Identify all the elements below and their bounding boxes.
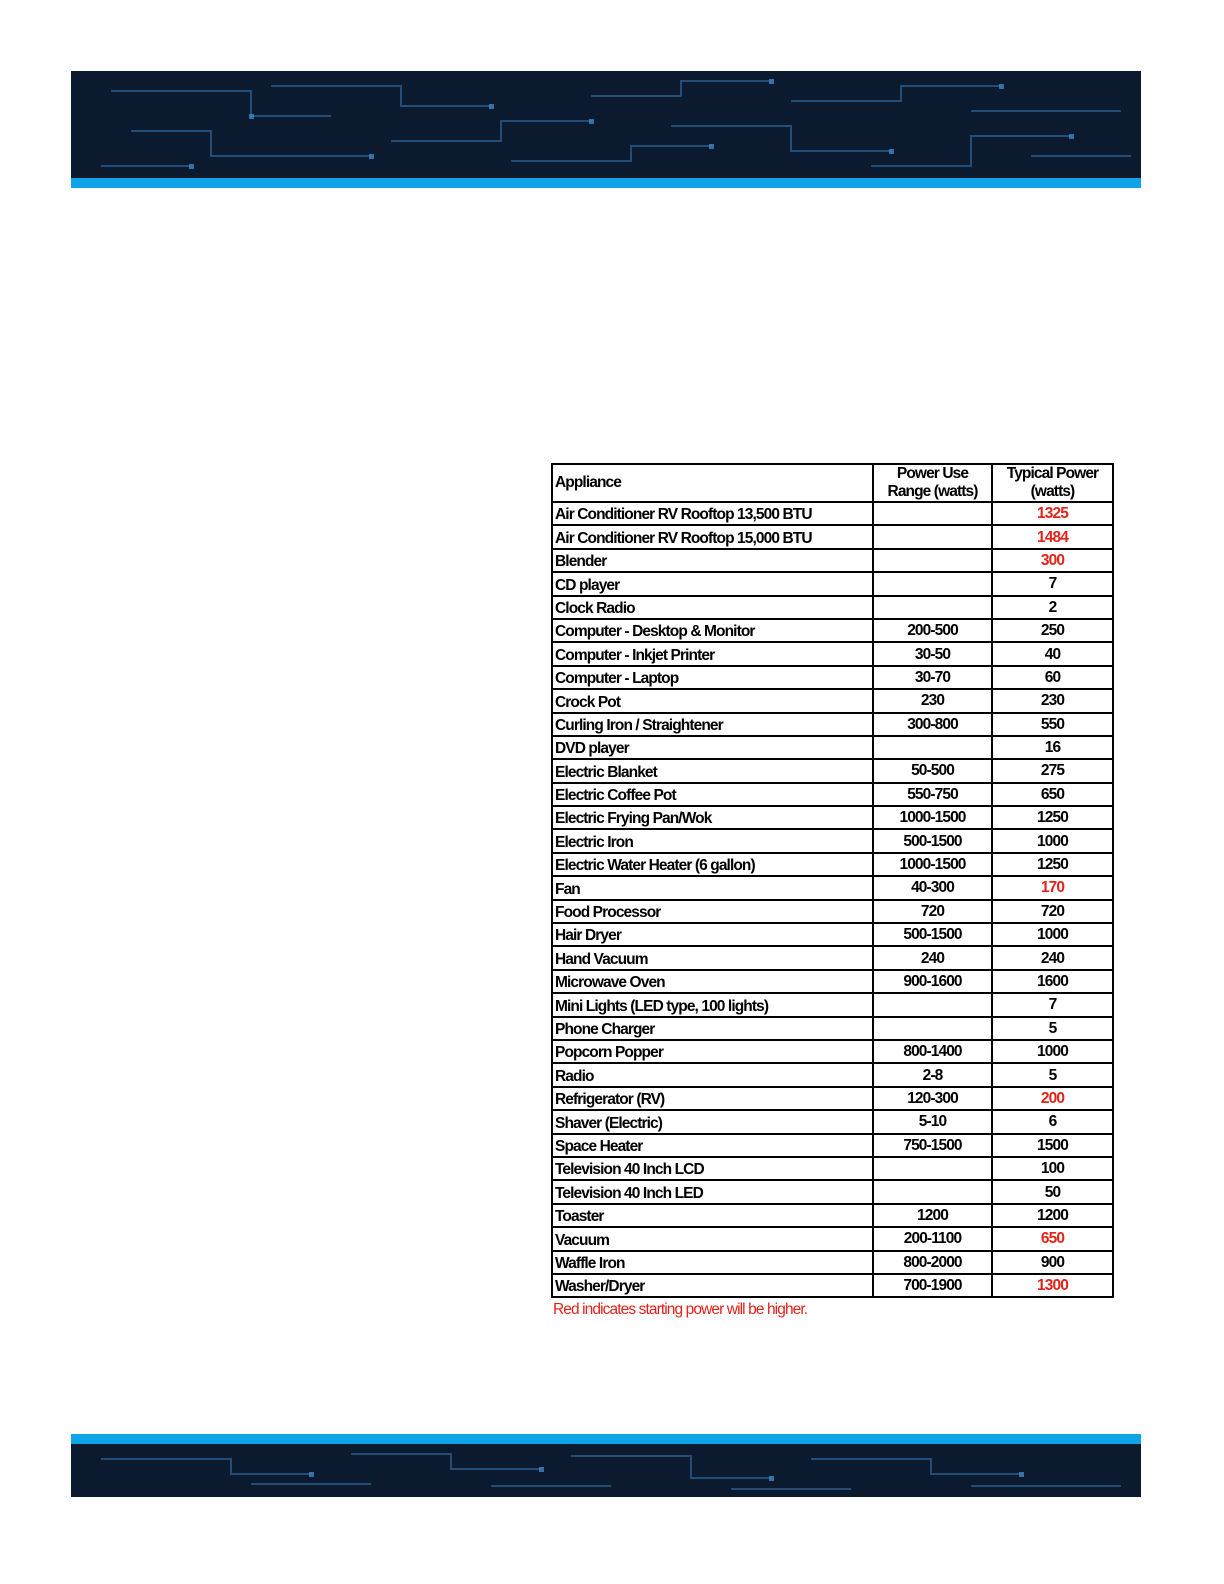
typical-power-cell: 1325 xyxy=(992,502,1113,525)
power-range-cell: 1000-1500 xyxy=(873,853,992,876)
appliance-name-cell: Air Conditioner RV Rooftop 13,500 BTU xyxy=(552,502,873,525)
typical-power-cell: 5 xyxy=(992,1017,1113,1040)
table-row xyxy=(552,946,1113,969)
appliance-name-cell: Television 40 Inch LED xyxy=(552,1180,873,1203)
table-row xyxy=(552,900,1113,923)
appliance-name-cell: Phone Charger xyxy=(552,1017,873,1040)
power-range-cell: 800-2000 xyxy=(873,1251,992,1274)
typical-power-cell: 6 xyxy=(992,1110,1113,1133)
power-range-cell xyxy=(873,572,992,595)
table-row xyxy=(552,619,1113,642)
header-typical-power: Typical Power (watts) xyxy=(992,464,1113,502)
typical-power-cell: 1250 xyxy=(992,806,1113,829)
appliance-name-cell: Space Heater xyxy=(552,1134,873,1157)
typical-power-cell: 1600 xyxy=(992,970,1113,993)
table-row xyxy=(552,970,1113,993)
table-row xyxy=(552,1110,1113,1133)
appliance-name-cell: Washer/Dryer xyxy=(552,1274,873,1297)
appliance-name-cell: Toaster xyxy=(552,1204,873,1227)
appliance-power-table-section xyxy=(551,463,1113,1319)
appliance-name-cell: Electric Water Heater (6 gallon) xyxy=(552,853,873,876)
power-range-cell: 2-8 xyxy=(873,1063,992,1086)
table-row xyxy=(552,783,1113,806)
power-range-cell: 240 xyxy=(873,946,992,969)
typical-power-cell: 16 xyxy=(992,736,1113,759)
table-row xyxy=(552,596,1113,619)
appliance-name-cell: Hand Vacuum xyxy=(552,946,873,969)
table-row xyxy=(552,759,1113,782)
power-range-cell: 720 xyxy=(873,900,992,923)
typical-power-cell: 170 xyxy=(992,876,1113,899)
power-range-cell: 700-1900 xyxy=(873,1274,992,1297)
typical-power-cell: 7 xyxy=(992,993,1113,1016)
typical-power-cell: 1250 xyxy=(992,853,1113,876)
power-range-cell: 1000-1500 xyxy=(873,806,992,829)
table-row xyxy=(552,642,1113,665)
typical-power-cell: 720 xyxy=(992,900,1113,923)
typical-power-cell: 900 xyxy=(992,1251,1113,1274)
typical-power-cell: 60 xyxy=(992,666,1113,689)
appliance-name-cell: Crock Pot xyxy=(552,689,873,712)
appliance-power-table xyxy=(551,463,1114,1298)
table-header-row xyxy=(552,464,1113,502)
table-row xyxy=(552,1180,1113,1203)
appliance-name-cell: CD player xyxy=(552,572,873,595)
appliance-name-cell: Microwave Oven xyxy=(552,970,873,993)
power-range-cell xyxy=(873,596,992,619)
table-row xyxy=(552,689,1113,712)
typical-power-cell: 40 xyxy=(992,642,1113,665)
appliance-name-cell: Electric Blanket xyxy=(552,759,873,782)
circuit-board-pattern xyxy=(71,71,1141,178)
power-range-cell xyxy=(873,502,992,525)
appliance-name-cell: Hair Dryer xyxy=(552,923,873,946)
typical-power-cell: 300 xyxy=(992,549,1113,572)
power-range-cell xyxy=(873,1180,992,1203)
power-range-cell: 40-300 xyxy=(873,876,992,899)
appliance-name-cell: Shaver (Electric) xyxy=(552,1110,873,1133)
appliance-name-cell: Radio xyxy=(552,1063,873,1086)
table-row xyxy=(552,1017,1113,1040)
table-row xyxy=(552,549,1113,572)
appliance-name-cell: Computer - Desktop & Monitor xyxy=(552,619,873,642)
table-row xyxy=(552,1040,1113,1063)
header-power-range: Power Use Range (watts) xyxy=(873,464,992,502)
table-row xyxy=(552,1227,1113,1250)
typical-power-cell: 100 xyxy=(992,1157,1113,1180)
power-range-cell: 500-1500 xyxy=(873,829,992,852)
red-legend-note: Red indicates starting power will be higher. xyxy=(553,1301,808,1319)
table-row xyxy=(552,1251,1113,1274)
power-range-cell: 30-70 xyxy=(873,666,992,689)
typical-power-cell: 7 xyxy=(992,572,1113,595)
table-row xyxy=(552,923,1113,946)
table-row xyxy=(552,1134,1113,1157)
appliance-name-cell: Computer - Inkjet Printer xyxy=(552,642,873,665)
appliance-name-cell: Electric Frying Pan/Wok xyxy=(552,806,873,829)
typical-power-cell: 200 xyxy=(992,1087,1113,1110)
typical-power-cell: 1000 xyxy=(992,1040,1113,1063)
appliance-name-cell: Food Processor xyxy=(552,900,873,923)
power-range-cell: 900-1600 xyxy=(873,970,992,993)
typical-power-cell: 1000 xyxy=(992,829,1113,852)
power-range-cell: 1200 xyxy=(873,1204,992,1227)
typical-power-cell: 240 xyxy=(992,946,1113,969)
typical-power-cell: 250 xyxy=(992,619,1113,642)
power-range-cell: 5-10 xyxy=(873,1110,992,1133)
power-range-cell xyxy=(873,525,992,548)
appliance-name-cell: Popcorn Popper xyxy=(552,1040,873,1063)
table-row xyxy=(552,1087,1113,1110)
table-row xyxy=(552,876,1113,899)
typical-power-cell: 230 xyxy=(992,689,1113,712)
appliance-name-cell: DVD player xyxy=(552,736,873,759)
appliance-name-cell: Vacuum xyxy=(552,1227,873,1250)
table-row xyxy=(552,666,1113,689)
table-row xyxy=(552,853,1113,876)
typical-power-cell: 275 xyxy=(992,759,1113,782)
typical-power-cell: 2 xyxy=(992,596,1113,619)
power-range-cell xyxy=(873,736,992,759)
power-range-cell: 200-500 xyxy=(873,619,992,642)
table-row xyxy=(552,736,1113,759)
power-range-cell xyxy=(873,549,992,572)
appliance-name-cell: Computer - Laptop xyxy=(552,666,873,689)
appliance-name-cell: Refrigerator (RV) xyxy=(552,1087,873,1110)
table-row xyxy=(552,502,1113,525)
table-row xyxy=(552,1063,1113,1086)
typical-power-cell: 1200 xyxy=(992,1204,1113,1227)
appliance-name-cell: Clock Radio xyxy=(552,596,873,619)
power-range-cell: 550-750 xyxy=(873,783,992,806)
table-row xyxy=(552,1157,1113,1180)
appliance-name-cell: Mini Lights (LED type, 100 lights) xyxy=(552,993,873,1016)
header-accent-stripe xyxy=(71,178,1141,188)
power-range-cell: 200-1100 xyxy=(873,1227,992,1250)
table-row xyxy=(552,993,1113,1016)
typical-power-cell: 1300 xyxy=(992,1274,1113,1297)
power-range-cell: 230 xyxy=(873,689,992,712)
appliance-name-cell: Waffle Iron xyxy=(552,1251,873,1274)
table-row xyxy=(552,829,1113,852)
table-row xyxy=(552,1274,1113,1297)
table-row xyxy=(552,1204,1113,1227)
appliance-name-cell: Electric Coffee Pot xyxy=(552,783,873,806)
typical-power-cell: 50 xyxy=(992,1180,1113,1203)
footer-accent-stripe xyxy=(71,1434,1141,1444)
power-range-cell: 500-1500 xyxy=(873,923,992,946)
appliance-name-cell: Blender xyxy=(552,549,873,572)
typical-power-cell: 1500 xyxy=(992,1134,1113,1157)
typical-power-cell: 650 xyxy=(992,1227,1113,1250)
appliance-name-cell: Fan xyxy=(552,876,873,899)
table-row xyxy=(552,572,1113,595)
typical-power-cell: 5 xyxy=(992,1063,1113,1086)
typical-power-cell: 1000 xyxy=(992,923,1113,946)
footer-banner xyxy=(71,1434,1141,1497)
power-range-cell: 800-1400 xyxy=(873,1040,992,1063)
power-range-cell: 300-800 xyxy=(873,713,992,736)
power-range-cell: 120-300 xyxy=(873,1087,992,1110)
table-row xyxy=(552,713,1113,736)
power-range-cell: 30-50 xyxy=(873,642,992,665)
typical-power-cell: 650 xyxy=(992,783,1113,806)
header-appliance: Appliance xyxy=(552,464,873,502)
appliance-name-cell: Television 40 Inch LCD xyxy=(552,1157,873,1180)
power-range-cell: 750-1500 xyxy=(873,1134,992,1157)
power-range-cell xyxy=(873,993,992,1016)
typical-power-cell: 550 xyxy=(992,713,1113,736)
table-row xyxy=(552,525,1113,548)
typical-power-cell: 1484 xyxy=(992,525,1113,548)
appliance-name-cell: Air Conditioner RV Rooftop 15,000 BTU xyxy=(552,525,873,548)
power-range-cell xyxy=(873,1017,992,1040)
power-range-cell xyxy=(873,1157,992,1180)
table-row xyxy=(552,806,1113,829)
appliance-name-cell: Curling Iron / Straightener xyxy=(552,713,873,736)
header-banner xyxy=(71,71,1141,188)
appliance-name-cell: Electric Iron xyxy=(552,829,873,852)
power-range-cell: 50-500 xyxy=(873,759,992,782)
